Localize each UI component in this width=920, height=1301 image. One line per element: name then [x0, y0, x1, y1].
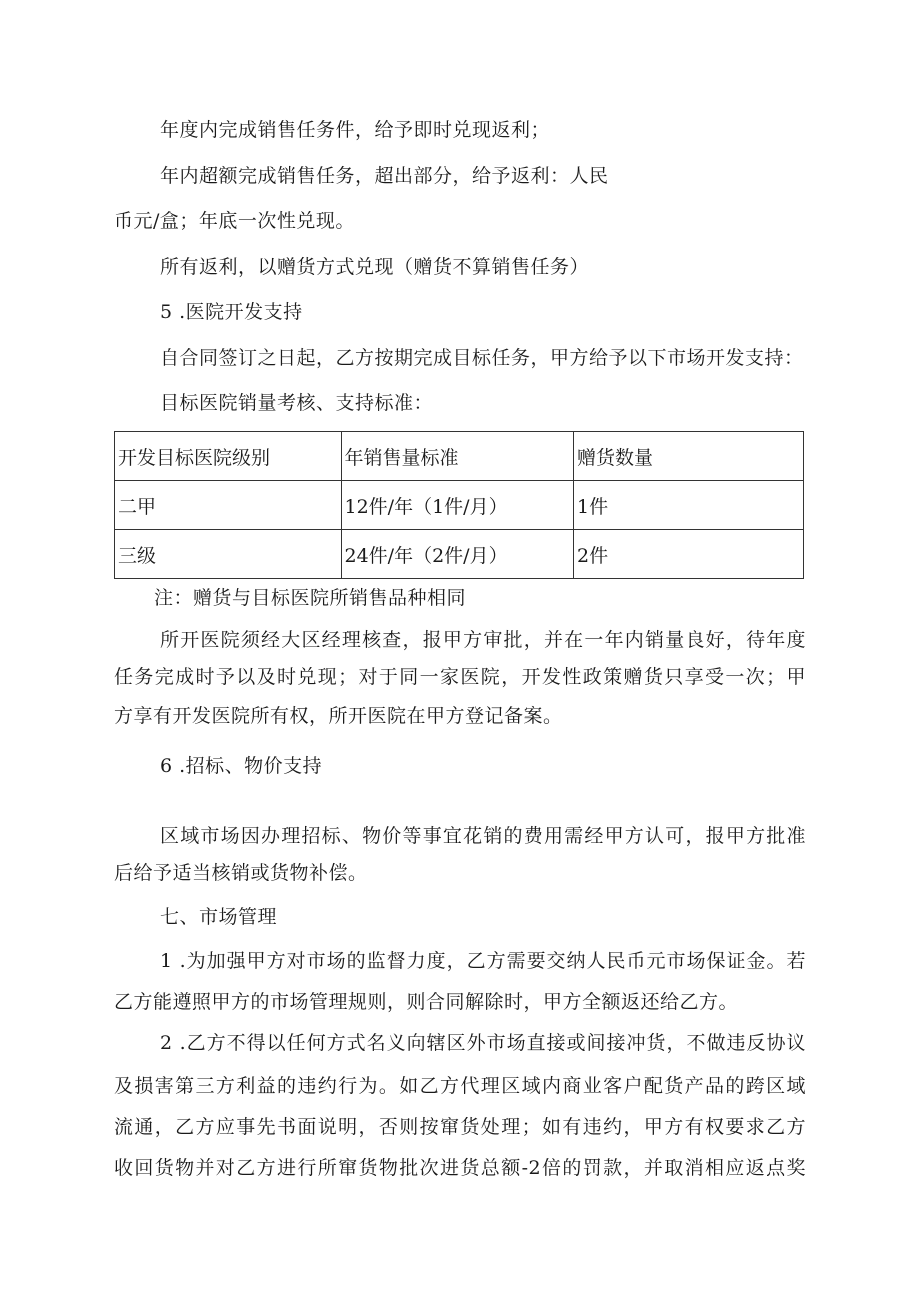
paragraph-tender-support: 区域市场因办理招标、物价等事宜花销的费用需经甲方认可，报甲方批准 [160, 825, 806, 847]
table-row [115, 481, 804, 530]
paragraph-hospital-support-intro: 自合同签订之日起，乙方按期完成目标任务，甲方给予以下市场开发支持： [160, 347, 804, 369]
paragraph-hospital-review-end: 方享有开发医院所有权，所开医院在甲方登记备案。 [114, 705, 563, 727]
paragraph-tender-support-cont: 后给予适当核销或货物补偿。 [114, 862, 368, 884]
paragraph-hospital-review: 所开医院须经大区经理核查，报甲方审批，并在一年内销量良好，待年度 [160, 629, 806, 651]
paragraph-deposit-cont: 乙方能遵照甲方的市场管理规则，则合同解除时，甲方全额返还给乙方。 [114, 991, 739, 1013]
table-cell: 24件/年（2件/月） [341, 530, 574, 579]
section-heading-tender-support: 6 .招标、物价支持 [160, 755, 323, 777]
paragraph-hospital-review-cont: 任务完成时予以及时兑现；对于同一家医院，开发性政策赠货只享受一次；甲 [114, 666, 806, 688]
paragraph-cross-region-cont-3: 收回货物并对乙方进行所窜货物批次进货总额-2倍的罚款，并取消相应返点奖 [114, 1157, 806, 1179]
section-heading-hospital-support: 5 .医院开发支持 [160, 301, 303, 323]
paragraph-cross-region-cont-2: 流通，乙方应事先书面说明，否则按窜货处理；如有违约，甲方有权要求乙方 [114, 1116, 806, 1138]
section-heading-market-management: 七、市场管理 [160, 906, 278, 928]
hospital-standard-table [114, 431, 804, 579]
paragraph-deposit: 1 .为加强甲方对市场的监督力度，乙方需要交纳人民币元市场保证金。若 [160, 950, 806, 972]
paragraph-rebate-annual: 年度内完成销售任务件，给予即时兑现返利； [160, 119, 551, 141]
table-cell: 2件 [574, 530, 804, 579]
table-cell: 二甲 [115, 481, 342, 530]
paragraph-rebate-excess-cont: 币元/盒；年底一次性兑现。 [114, 210, 355, 232]
table-note: 注：赠货与目标医院所销售品种相同 [154, 587, 467, 609]
table-header-cell: 年销售量标准 [341, 432, 574, 481]
table-cell: 12件/年（1件/月） [341, 481, 574, 530]
table-header-cell: 赠货数量 [574, 432, 804, 481]
paragraph-cross-region-cont-1: 及损害第三方利益的违约行为。如乙方代理区域内商业客户配货产品的跨区域 [114, 1075, 806, 1097]
paragraph-rebate-excess: 年内超额完成销售任务，超出部分，给予返利：人民 [160, 165, 609, 187]
table-cell: 1件 [574, 481, 804, 530]
paragraph-cross-region: 2 .乙方不得以任何方式名义向辖区外市场直接或间接冲货，不做违反协议 [160, 1032, 806, 1054]
paragraph-hospital-standard: 目标医院销量考核、支持标准： [160, 392, 434, 414]
table-cell: 三级 [115, 530, 342, 579]
table-row [115, 530, 804, 579]
table-header-cell: 开发目标医院级别 [115, 432, 342, 481]
paragraph-rebate-method: 所有返利，以赠货方式兑现（赠货不算销售任务） [160, 256, 590, 278]
table-header-row [115, 432, 804, 481]
